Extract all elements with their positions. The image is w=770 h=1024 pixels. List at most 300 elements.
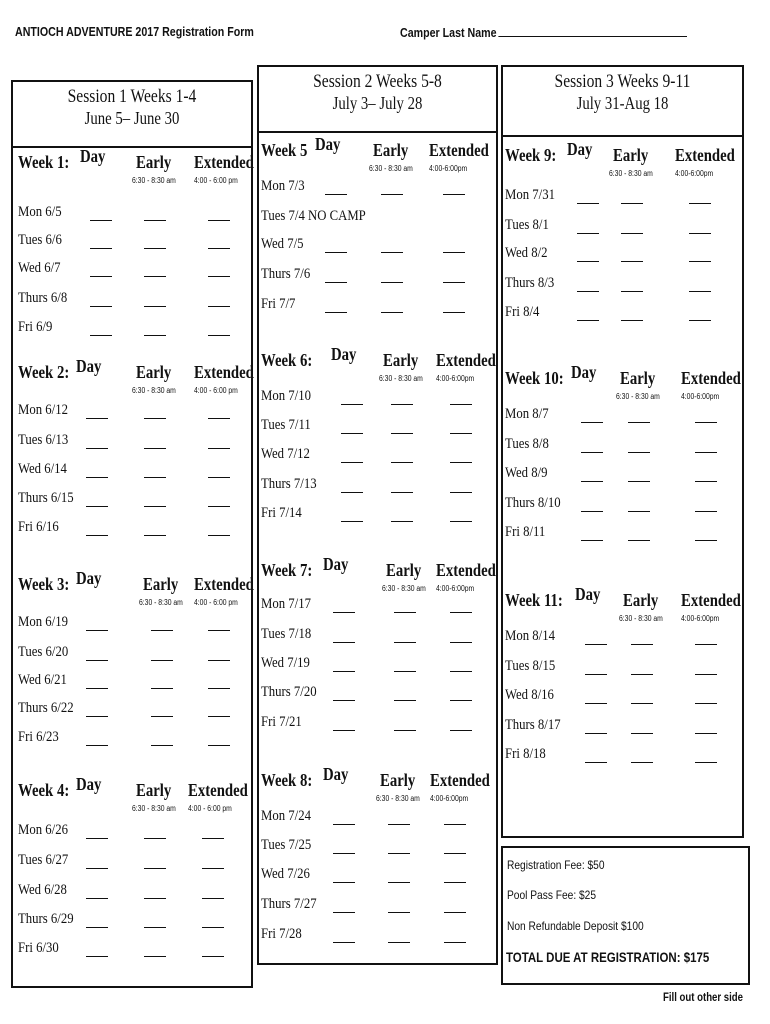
extended-checkbox-blank[interactable] — [695, 644, 717, 645]
day-row-label: Thurs 7/6 — [261, 266, 311, 282]
extended-checkbox-blank[interactable] — [202, 927, 224, 928]
day-checkbox-blank[interactable] — [90, 248, 112, 249]
early-checkbox-blank[interactable] — [388, 882, 410, 883]
early-checkbox-blank[interactable] — [631, 733, 653, 734]
early-time-label: 6:30 - 8:30 am — [132, 804, 176, 813]
extended-checkbox-blank[interactable] — [689, 320, 711, 321]
extended-checkbox-blank[interactable] — [450, 612, 472, 613]
day-checkbox-blank[interactable] — [86, 418, 108, 419]
early-checkbox-blank[interactable] — [631, 762, 653, 763]
early-checkbox-blank[interactable] — [144, 477, 166, 478]
day-checkbox-blank[interactable] — [90, 220, 112, 221]
week-title: Week 8: — [261, 770, 313, 790]
day-row-label: Tues 6/6 — [18, 232, 62, 248]
day-column-label: Day — [575, 584, 601, 604]
day-row-label: Wed 8/16 — [505, 687, 554, 703]
day-checkbox-blank[interactable] — [86, 838, 108, 839]
extended-checkbox-blank[interactable] — [208, 630, 230, 631]
early-checkbox-blank[interactable] — [381, 282, 403, 283]
day-row-label: Fri 6/23 — [18, 729, 59, 745]
early-checkbox-blank[interactable] — [144, 276, 166, 277]
week-title: Week 1: — [18, 152, 70, 172]
early-time-label: 6:30 - 8:30 am — [376, 794, 420, 803]
extended-column-label: Extended — [194, 362, 254, 382]
early-time-label: 6:30 - 8:30 am — [609, 169, 653, 178]
day-checkbox-blank[interactable] — [325, 194, 347, 195]
early-checkbox-blank[interactable] — [391, 433, 413, 434]
extended-checkbox-blank[interactable] — [208, 716, 230, 717]
day-row-label: Tues 8/15 — [505, 658, 556, 674]
day-checkbox-blank[interactable] — [581, 481, 603, 482]
day-row-label: Tues 7/11 — [261, 417, 311, 433]
early-checkbox-blank[interactable] — [621, 320, 643, 321]
extended-checkbox-blank[interactable] — [208, 248, 230, 249]
early-checkbox-blank[interactable] — [151, 660, 173, 661]
extended-checkbox-blank[interactable] — [695, 540, 717, 541]
early-checkbox-blank[interactable] — [144, 220, 166, 221]
day-row-label: Fri 8/4 — [505, 304, 540, 320]
day-checkbox-blank[interactable] — [333, 642, 355, 643]
extended-column-label: Extended — [194, 152, 254, 172]
day-row-label: Fri 6/9 — [18, 319, 53, 335]
total-due: TOTAL DUE AT REGISTRATION: $175 — [506, 949, 710, 965]
extended-checkbox-blank[interactable] — [443, 194, 465, 195]
day-checkbox-blank[interactable] — [90, 335, 112, 336]
early-checkbox-blank[interactable] — [144, 506, 166, 507]
day-row-label: Fri 8/18 — [505, 746, 546, 762]
early-column-label: Early — [136, 362, 172, 382]
day-checkbox-blank[interactable] — [333, 912, 355, 913]
early-column-label: Early — [136, 780, 172, 800]
day-row-label: Tues 7/4 NO CAMP — [261, 208, 366, 224]
extended-checkbox-blank[interactable] — [443, 282, 465, 283]
day-column-label: Day — [323, 554, 349, 574]
early-column-label: Early — [143, 574, 179, 594]
day-checkbox-blank[interactable] — [333, 942, 355, 943]
day-row-label: Thurs 6/15 — [18, 490, 74, 506]
extended-checkbox-blank[interactable] — [444, 853, 466, 854]
extended-checkbox-blank[interactable] — [208, 448, 230, 449]
day-checkbox-blank[interactable] — [577, 320, 599, 321]
day-row-label: Mon 7/3 — [261, 178, 305, 194]
day-row-label: Fri 7/14 — [261, 505, 302, 521]
day-checkbox-blank[interactable] — [325, 252, 347, 253]
early-checkbox-blank[interactable] — [144, 248, 166, 249]
extended-checkbox-blank[interactable] — [444, 942, 466, 943]
early-checkbox-blank[interactable] — [391, 492, 413, 493]
day-checkbox-blank[interactable] — [577, 233, 599, 234]
day-row-label: Thurs 8/3 — [505, 275, 555, 291]
early-column-label: Early — [623, 590, 659, 610]
early-checkbox-blank[interactable] — [151, 745, 173, 746]
day-checkbox-blank[interactable] — [581, 452, 603, 453]
extended-checkbox-blank[interactable] — [202, 956, 224, 957]
early-checkbox-blank[interactable] — [628, 511, 650, 512]
day-row-label: Mon 7/31 — [505, 187, 555, 203]
early-checkbox-blank[interactable] — [151, 688, 173, 689]
extended-checkbox-blank[interactable] — [450, 730, 472, 731]
week-title: Week 4: — [18, 780, 70, 800]
early-checkbox-blank[interactable] — [144, 898, 166, 899]
early-time-label: 6:30 - 8:30 am — [382, 584, 426, 593]
day-checkbox-blank[interactable] — [341, 521, 363, 522]
early-column-label: Early — [373, 140, 409, 160]
week-title: Week 6: — [261, 350, 313, 370]
extended-checkbox-blank[interactable] — [444, 882, 466, 883]
day-checkbox-blank[interactable] — [90, 306, 112, 307]
week-title: Week 7: — [261, 560, 313, 580]
early-column-label: Early — [620, 368, 656, 388]
extended-checkbox-blank[interactable] — [208, 688, 230, 689]
early-checkbox-blank[interactable] — [621, 203, 643, 204]
day-checkbox-blank[interactable] — [86, 716, 108, 717]
day-checkbox-blank[interactable] — [581, 422, 603, 423]
week-title: Week 9: — [505, 145, 557, 165]
extended-checkbox-blank[interactable] — [450, 492, 472, 493]
day-column-label: Day — [331, 344, 357, 364]
extended-checkbox-blank[interactable] — [202, 898, 224, 899]
early-time-label: 6:30 - 8:30 am — [379, 374, 423, 383]
extended-checkbox-blank[interactable] — [208, 660, 230, 661]
day-checkbox-blank[interactable] — [90, 276, 112, 277]
extended-time-label: 4:00 - 6:00 pm — [194, 386, 238, 395]
session-2-header — [257, 65, 498, 133]
day-row-label: Wed 7/26 — [261, 866, 310, 882]
early-checkbox-blank[interactable] — [394, 730, 416, 731]
early-checkbox-blank[interactable] — [628, 540, 650, 541]
extended-checkbox-blank[interactable] — [208, 535, 230, 536]
registration-fee: Registration Fee: $50 — [507, 858, 605, 872]
extended-time-label: 4:00-6:00pm — [429, 164, 468, 173]
early-checkbox-blank[interactable] — [394, 612, 416, 613]
early-checkbox-blank[interactable] — [381, 252, 403, 253]
early-checkbox-blank[interactable] — [144, 927, 166, 928]
extended-column-label: Extended — [681, 590, 741, 610]
extended-checkbox-blank[interactable] — [450, 642, 472, 643]
extended-checkbox-blank[interactable] — [443, 312, 465, 313]
day-column-label: Day — [76, 774, 102, 794]
early-column-label: Early — [136, 152, 172, 172]
day-checkbox-blank[interactable] — [585, 703, 607, 704]
day-checkbox-blank[interactable] — [333, 730, 355, 731]
extended-checkbox-blank[interactable] — [208, 335, 230, 336]
early-checkbox-blank[interactable] — [381, 312, 403, 313]
extended-checkbox-blank[interactable] — [443, 252, 465, 253]
session-dates: June 5– June 30 — [84, 108, 180, 128]
day-column-label: Day — [315, 134, 341, 154]
day-row-label: Fri 7/7 — [261, 296, 296, 312]
session-title: Session 2 Weeks 5-8 — [313, 71, 442, 92]
extended-checkbox-blank[interactable] — [450, 404, 472, 405]
early-checkbox-blank[interactable] — [391, 404, 413, 405]
early-checkbox-blank[interactable] — [388, 942, 410, 943]
day-checkbox-blank[interactable] — [577, 261, 599, 262]
day-row-label: Tues 6/13 — [18, 432, 69, 448]
early-checkbox-blank[interactable] — [144, 868, 166, 869]
extended-time-label: 4:00-6:00pm — [436, 584, 475, 593]
pool-pass-fee: Pool Pass Fee: $25 — [507, 888, 597, 902]
day-checkbox-blank[interactable] — [86, 660, 108, 661]
early-column-label: Early — [380, 770, 416, 790]
extended-checkbox-blank[interactable] — [695, 674, 717, 675]
early-checkbox-blank[interactable] — [621, 233, 643, 234]
session-dates: July 31-Aug 18 — [576, 93, 669, 113]
footer-note: Fill out other side — [662, 990, 743, 1004]
extended-column-label: Extended — [429, 140, 489, 160]
day-row-label: Thurs 8/10 — [505, 495, 561, 511]
day-checkbox-blank[interactable] — [86, 927, 108, 928]
extended-checkbox-blank[interactable] — [208, 418, 230, 419]
week-title: Week 11: — [505, 590, 563, 610]
day-row-label: Fri 7/28 — [261, 926, 302, 942]
extended-checkbox-blank[interactable] — [695, 481, 717, 482]
early-checkbox-blank[interactable] — [628, 452, 650, 453]
day-row-label: Fri 6/30 — [18, 940, 59, 956]
early-checkbox-blank[interactable] — [144, 448, 166, 449]
day-checkbox-blank[interactable] — [581, 540, 603, 541]
session-1-header — [11, 80, 253, 148]
day-column-label: Day — [80, 146, 106, 166]
extended-checkbox-blank[interactable] — [450, 700, 472, 701]
day-row-label: Tues 6/20 — [18, 644, 69, 660]
extended-checkbox-blank[interactable] — [450, 462, 472, 463]
extended-checkbox-blank[interactable] — [450, 433, 472, 434]
day-row-label: Thurs 6/22 — [18, 700, 74, 716]
early-column-label: Early — [386, 560, 422, 580]
extended-time-label: 4:00 - 6:00 pm — [188, 804, 232, 813]
early-checkbox-blank[interactable] — [388, 853, 410, 854]
extended-time-label: 4:00-6:00pm — [430, 794, 469, 803]
day-checkbox-blank[interactable] — [333, 671, 355, 672]
week-title: Week 3: — [18, 574, 70, 594]
day-row-label: Fri 8/11 — [505, 524, 546, 540]
extended-checkbox-blank[interactable] — [444, 824, 466, 825]
day-row-label: Mon 6/12 — [18, 402, 68, 418]
early-checkbox-blank[interactable] — [381, 194, 403, 195]
extended-time-label: 4:00-6:00pm — [436, 374, 475, 383]
day-row-label: Mon 6/19 — [18, 614, 68, 630]
early-checkbox-blank[interactable] — [144, 335, 166, 336]
early-checkbox-blank[interactable] — [388, 912, 410, 913]
day-column-label: Day — [567, 139, 593, 159]
extended-checkbox-blank[interactable] — [450, 521, 472, 522]
extended-checkbox-blank[interactable] — [202, 838, 224, 839]
day-row-label: Thurs 8/17 — [505, 717, 561, 733]
day-row-label: Wed 7/5 — [261, 236, 304, 252]
day-checkbox-blank[interactable] — [341, 433, 363, 434]
day-checkbox-blank[interactable] — [585, 762, 607, 763]
day-row-label: Thurs 7/13 — [261, 476, 317, 492]
day-checkbox-blank[interactable] — [333, 824, 355, 825]
day-row-label: Thurs 6/29 — [18, 911, 74, 927]
week-title: Week 5 — [261, 140, 308, 160]
day-row-label: Tues 7/18 — [261, 626, 312, 642]
session-3-header — [501, 65, 744, 137]
session-title: Session 1 Weeks 1-4 — [67, 86, 197, 107]
extended-checkbox-blank[interactable] — [695, 511, 717, 512]
extended-checkbox-blank[interactable] — [208, 306, 230, 307]
extended-column-label: Extended — [194, 574, 254, 594]
week-title: Week 2: — [18, 362, 70, 382]
early-time-label: 6:30 - 8:30 am — [369, 164, 413, 173]
extended-checkbox-blank[interactable] — [689, 291, 711, 292]
day-row-label: Thurs 7/20 — [261, 684, 317, 700]
day-row-label: Wed 7/12 — [261, 446, 310, 462]
day-column-label: Day — [571, 362, 597, 382]
day-row-label: Wed 6/28 — [18, 882, 67, 898]
extended-column-label: Extended — [681, 368, 741, 388]
day-row-label: Tues 8/8 — [505, 436, 549, 452]
extended-checkbox-blank[interactable] — [202, 868, 224, 869]
camper-last-name-label: Camper Last Name — [400, 24, 687, 40]
day-checkbox-blank[interactable] — [86, 506, 108, 507]
session-dates: July 3– July 28 — [332, 93, 423, 113]
early-checkbox-blank[interactable] — [144, 956, 166, 957]
day-checkbox-blank[interactable] — [86, 745, 108, 746]
day-checkbox-blank[interactable] — [333, 612, 355, 613]
early-checkbox-blank[interactable] — [151, 630, 173, 631]
early-time-label: 6:30 - 8:30 am — [619, 614, 663, 623]
extended-time-label: 4:00-6:00pm — [681, 392, 720, 401]
day-checkbox-blank[interactable] — [333, 700, 355, 701]
day-row-label: Wed 7/19 — [261, 655, 310, 671]
early-checkbox-blank[interactable] — [631, 703, 653, 704]
extended-time-label: 4:00-6:00pm — [681, 614, 720, 623]
extended-column-label: Extended — [430, 770, 490, 790]
day-row-label: Fri 7/21 — [261, 714, 302, 730]
day-checkbox-blank[interactable] — [86, 868, 108, 869]
day-checkbox-blank[interactable] — [577, 203, 599, 204]
camper-last-name-field[interactable] — [498, 24, 687, 37]
day-row-label: Wed 6/21 — [18, 672, 67, 688]
extended-column-label: Extended — [436, 350, 496, 370]
day-checkbox-blank[interactable] — [325, 312, 347, 313]
day-row-label: Wed 8/2 — [505, 245, 548, 261]
early-checkbox-blank[interactable] — [144, 418, 166, 419]
early-checkbox-blank[interactable] — [394, 642, 416, 643]
early-time-label: 6:30 - 8:30 am — [616, 392, 660, 401]
early-time-label: 6:30 - 8:30 am — [132, 386, 176, 395]
early-checkbox-blank[interactable] — [394, 700, 416, 701]
day-row-label: Fri 6/16 — [18, 519, 59, 535]
day-checkbox-blank[interactable] — [581, 511, 603, 512]
day-row-label: Wed 6/14 — [18, 461, 67, 477]
early-checkbox-blank[interactable] — [628, 422, 650, 423]
extended-checkbox-blank[interactable] — [450, 671, 472, 672]
day-row-label: Mon 7/10 — [261, 388, 311, 404]
extended-checkbox-blank[interactable] — [695, 762, 717, 763]
day-checkbox-blank[interactable] — [333, 853, 355, 854]
extended-time-label: 4:00-6:00pm — [675, 169, 714, 178]
day-checkbox-blank[interactable] — [341, 404, 363, 405]
day-checkbox-blank[interactable] — [86, 535, 108, 536]
day-checkbox-blank[interactable] — [333, 882, 355, 883]
extended-checkbox-blank[interactable] — [444, 912, 466, 913]
early-checkbox-blank[interactable] — [144, 306, 166, 307]
day-row-label: Mon 7/24 — [261, 808, 311, 824]
day-row-label: Tues 7/25 — [261, 837, 312, 853]
early-column-label: Early — [383, 350, 419, 370]
day-row-label: Mon 7/17 — [261, 596, 311, 612]
day-checkbox-blank[interactable] — [341, 462, 363, 463]
session-title: Session 3 Weeks 9-11 — [554, 71, 691, 92]
extended-checkbox-blank[interactable] — [695, 733, 717, 734]
extended-checkbox-blank[interactable] — [208, 477, 230, 478]
day-checkbox-blank[interactable] — [585, 733, 607, 734]
extended-checkbox-blank[interactable] — [695, 452, 717, 453]
day-column-label: Day — [323, 764, 349, 784]
extended-checkbox-blank[interactable] — [689, 233, 711, 234]
extended-checkbox-blank[interactable] — [689, 203, 711, 204]
day-checkbox-blank[interactable] — [86, 630, 108, 631]
early-time-label: 6:30 - 8:30 am — [132, 176, 176, 185]
early-checkbox-blank[interactable] — [391, 521, 413, 522]
extended-checkbox-blank[interactable] — [208, 745, 230, 746]
deposit-fee: Non Refundable Deposit $100 — [507, 919, 644, 933]
day-row-label: Mon 6/26 — [18, 822, 68, 838]
early-checkbox-blank[interactable] — [621, 261, 643, 262]
day-checkbox-blank[interactable] — [325, 282, 347, 283]
day-row-label: Wed 6/7 — [18, 260, 61, 276]
day-row-label: Mon 6/5 — [18, 204, 62, 220]
day-checkbox-blank[interactable] — [86, 448, 108, 449]
day-column-label: Day — [76, 356, 102, 376]
early-checkbox-blank[interactable] — [621, 291, 643, 292]
day-row-label: Tues 6/27 — [18, 852, 69, 868]
early-checkbox-blank[interactable] — [144, 838, 166, 839]
extended-checkbox-blank[interactable] — [208, 220, 230, 221]
day-row-label: Thurs 7/27 — [261, 896, 317, 912]
extended-checkbox-blank[interactable] — [208, 276, 230, 277]
day-checkbox-blank[interactable] — [86, 477, 108, 478]
day-row-label: Wed 8/9 — [505, 465, 548, 481]
early-column-label: Early — [613, 145, 649, 165]
extended-checkbox-blank[interactable] — [695, 422, 717, 423]
day-checkbox-blank[interactable] — [341, 492, 363, 493]
early-checkbox-blank[interactable] — [631, 644, 653, 645]
extended-time-label: 4:00 - 6:00 pm — [194, 598, 238, 607]
early-checkbox-blank[interactable] — [394, 671, 416, 672]
day-row-label: Thurs 6/8 — [18, 290, 68, 306]
extended-time-label: 4:00 - 6:00 pm — [194, 176, 238, 185]
early-checkbox-blank[interactable] — [151, 716, 173, 717]
early-checkbox-blank[interactable] — [144, 535, 166, 536]
day-row-label: Mon 8/14 — [505, 628, 555, 644]
extended-checkbox-blank[interactable] — [689, 261, 711, 262]
early-time-label: 6:30 - 8:30 am — [139, 598, 183, 607]
week-title: Week 10: — [505, 368, 564, 388]
day-checkbox-blank[interactable] — [585, 644, 607, 645]
early-checkbox-blank[interactable] — [391, 462, 413, 463]
early-checkbox-blank[interactable] — [631, 674, 653, 675]
extended-checkbox-blank[interactable] — [208, 506, 230, 507]
day-checkbox-blank[interactable] — [577, 291, 599, 292]
extended-column-label: Extended — [675, 145, 735, 165]
day-row-label: Tues 8/1 — [505, 217, 549, 233]
day-row-label: Mon 8/7 — [505, 406, 549, 422]
day-checkbox-blank[interactable] — [86, 898, 108, 899]
day-checkbox-blank[interactable] — [585, 674, 607, 675]
extended-column-label: Extended — [188, 780, 248, 800]
early-checkbox-blank[interactable] — [628, 481, 650, 482]
extended-column-label: Extended — [436, 560, 496, 580]
early-checkbox-blank[interactable] — [388, 824, 410, 825]
extended-checkbox-blank[interactable] — [695, 703, 717, 704]
form-title: ANTIOCH ADVENTURE 2017 Registration Form — [15, 24, 254, 39]
day-checkbox-blank[interactable] — [86, 688, 108, 689]
day-checkbox-blank[interactable] — [86, 956, 108, 957]
day-column-label: Day — [76, 568, 102, 588]
